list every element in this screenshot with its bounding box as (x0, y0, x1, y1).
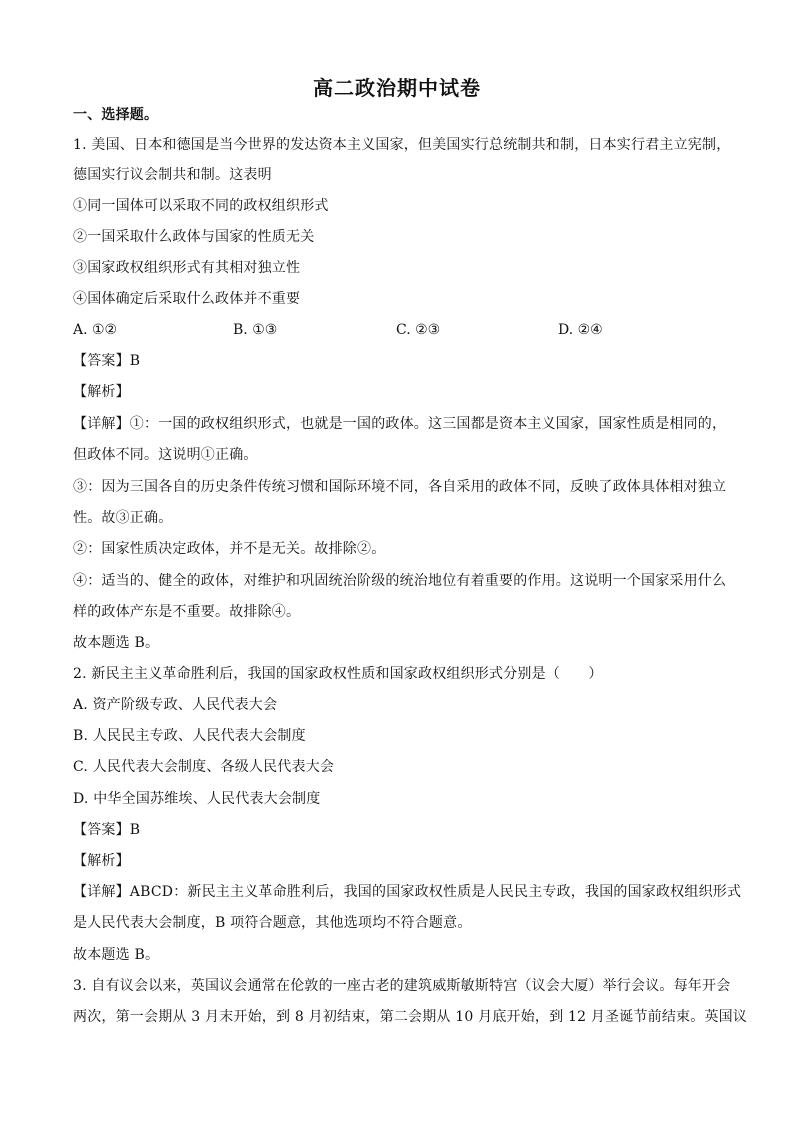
section-heading: 一、选择题。 (73, 107, 159, 123)
q1-detail-line-1: 【详解】①：一国的政权组织形式，也就是一国的政体。这三国都是资本主义国家，国家性质是相同的， (73, 416, 727, 432)
q1-detail-line-2: 但政体不同。这说明①正确。 (73, 447, 258, 463)
q1-detail-line-7: 样的政体产东是不重要。故排除④。 (73, 604, 301, 620)
page-title: 高二政治期中试卷 (313, 76, 481, 100)
q2-option-c: C. 人民代表大会制度、各级人民代表大会 (73, 759, 335, 775)
q2-detail-line-1: 【详解】ABCD：新民主主义革命胜利后，我国的国家政权性质是人民民主专政，我国的国家政权组织形式 (73, 884, 742, 900)
q2-option-a: A. 资产阶级专政、人民代表大会 (73, 697, 278, 713)
q1-option-c: C. ②③ (396, 322, 441, 338)
q1-option-b: B. ①③ (233, 322, 278, 338)
q1-item-1: ①同一国体可以采取不同的政权组织形式 (73, 198, 329, 214)
q3-stem-line-2: 两次，第一会期从 3 月末开始，到 8 月初结束，第二会期从 10 月底开始，到 12 月圣诞节前结束。英国议 (73, 1009, 748, 1025)
q1-option-a: A. ①② (73, 322, 118, 338)
q1-stem-line-2: 德国实行议会制共和制。这表明 (73, 167, 272, 183)
q1-option-d: D. ②④ (558, 322, 603, 338)
q1-item-2: ②一国采取什么政体与国家的性质无关 (73, 229, 315, 245)
q1-detail-line-8: 故本题选 B。 (73, 635, 160, 651)
q2-analysis-label: 【解析】 (73, 853, 130, 869)
q1-detail-line-4: 性。故③正确。 (73, 510, 173, 526)
q1-detail-line-5: ②：国家性质决定政体，并不是无关。故排除②。 (73, 541, 386, 557)
q3-stem-line-1: 3. 自有议会以来，英国议会通常在伦敦的一座古老的建筑威斯敏斯特宫（议会大厦）举行会议。每年开会 (73, 978, 731, 994)
q2-detail-line-2: 是人民代表大会制度，B 项符合题意，其他选项均不符合题意。 (73, 915, 472, 931)
q2-option-b: B. 人民民主专政、人民代表大会制度 (73, 728, 306, 744)
q1-detail-line-3: ③：因为三国各自的历史条件传统习惯和国际环境不同，各自采用的政体不同，反映了政体具体相对独立 (73, 479, 727, 495)
q2-stem: 2. 新民主主义革命胜利后，我国的国家政权性质和国家政权组织形式分别是（ ） (73, 666, 603, 682)
q2-answer: 【答案】B (73, 822, 141, 838)
q1-item-3: ③国家政权组织形式有其相对独立性 (73, 260, 301, 276)
q1-stem-line-1: 1. 美国、日本和德国是当今世界的发达资本主义国家，但美国实行总统制共和制，日本实行君主立宪制， (73, 137, 731, 153)
q1-detail-line-6: ④：适当的、健全的政体，对维护和巩固统治阶级的统治地位有着重要的作用。这说明一个国家采用什么 (73, 573, 727, 589)
q1-item-4: ④国体确定后采取什么政体并不重要 (73, 291, 301, 307)
q2-detail-line-3: 故本题选 B。 (73, 947, 160, 963)
q2-option-d: D. 中华全国苏维埃、人民代表大会制度 (73, 791, 321, 807)
q1-analysis-label: 【解析】 (73, 384, 130, 400)
q1-answer: 【答案】B (73, 353, 141, 369)
